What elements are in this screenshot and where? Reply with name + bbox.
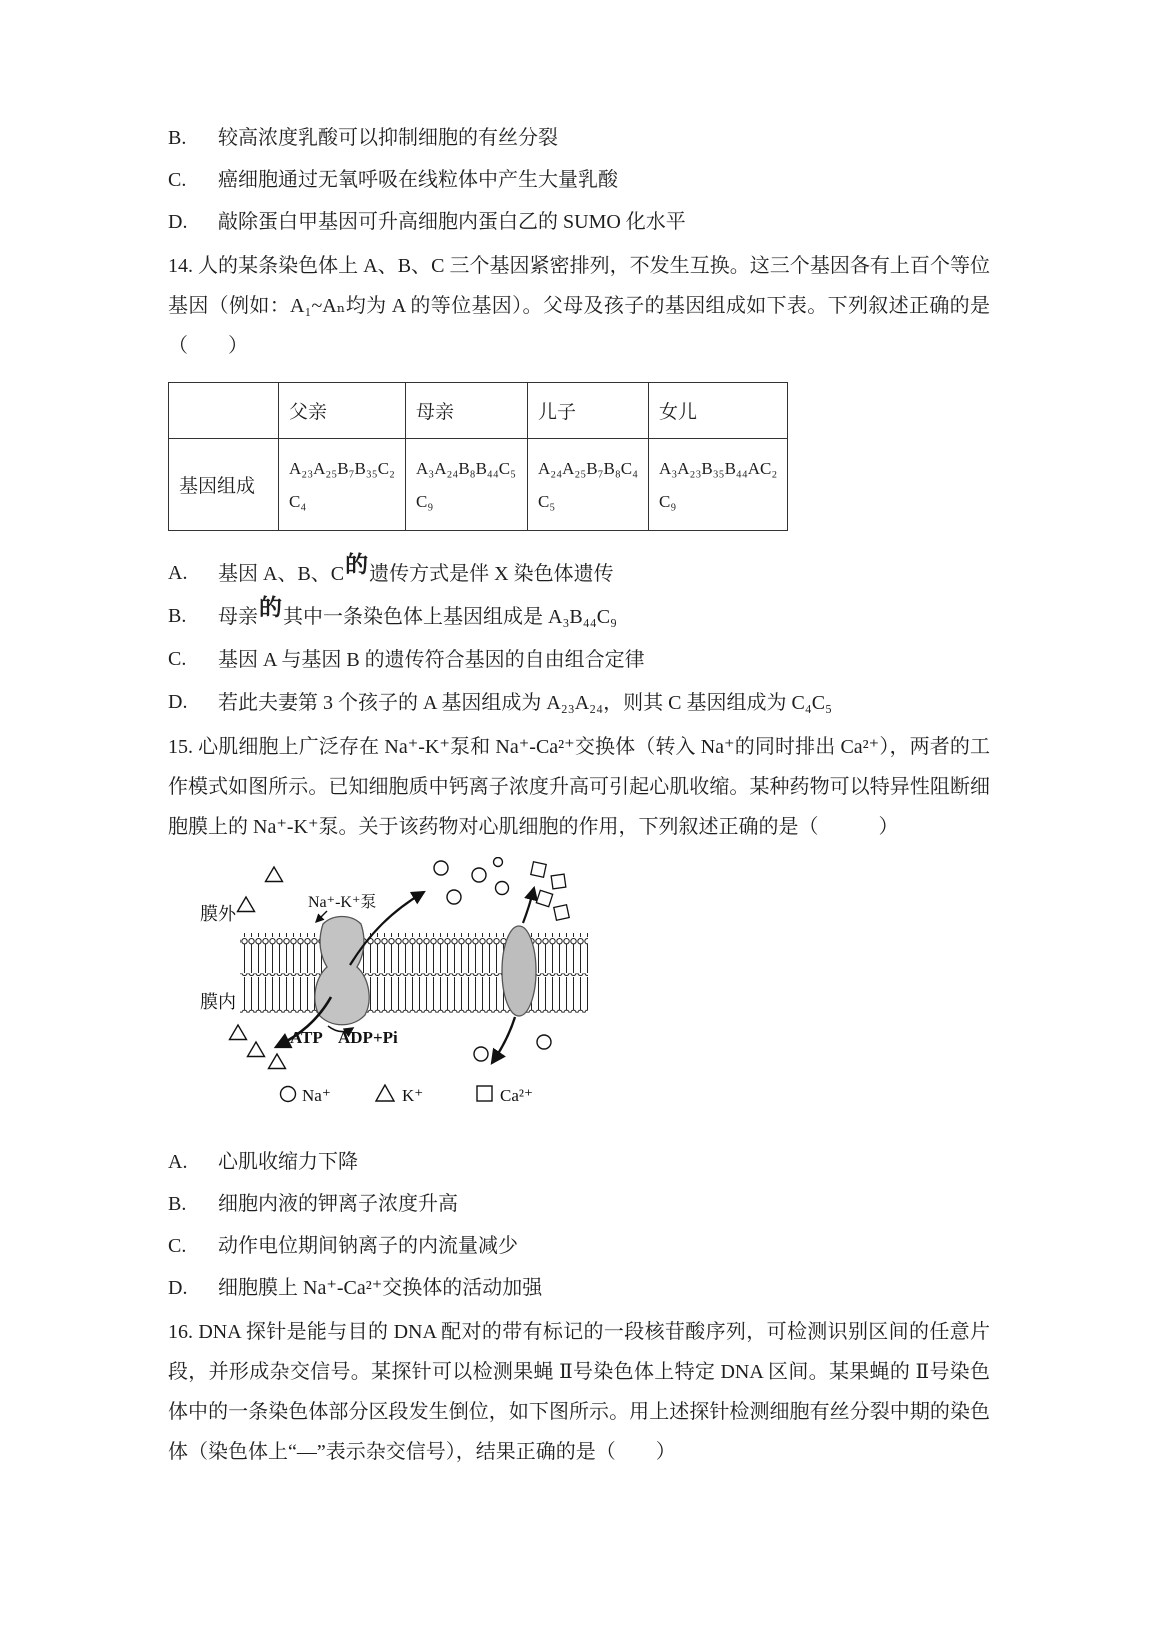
legend-potassium-label: K⁺ — [402, 1086, 424, 1105]
option-text: 基因 A、B、C的遗传方式是伴 X 染色体遗传 — [218, 552, 614, 585]
option-text: 敲除蛋白甲基因可升高细胞内蛋白乙的 SUMO 化水平 — [218, 211, 686, 233]
gene-line: A₂₄A₂₅B₇B₈C₄ — [537, 458, 639, 478]
adp-pi-label: ADP+Pi — [338, 1028, 398, 1047]
gene-table-header-father: 父亲 — [279, 383, 406, 439]
legend-calcium-label: Ca²⁺ — [500, 1086, 533, 1105]
gene-cell-daughter — [649, 439, 788, 531]
option-label: A. — [168, 1151, 188, 1173]
legend-sodium-label: Na⁺ — [302, 1086, 331, 1105]
gene-table-header-daughter: 女儿 — [649, 383, 788, 439]
emphasized-char: 的 — [345, 552, 369, 577]
option-text: 心肌收缩力下降 — [218, 1151, 358, 1173]
legend-triangle-icon — [376, 1085, 394, 1101]
legend-square-icon — [477, 1086, 492, 1101]
q14-option-a — [168, 553, 990, 594]
option-label: D. — [168, 211, 188, 233]
potassium-ions-outside — [238, 867, 283, 912]
q13-option-c — [168, 160, 990, 200]
gene-line: A₃A₂₃B₃₅B₄₄AC₂ — [659, 458, 778, 478]
gene-cell-mother — [405, 439, 527, 531]
q14-option-b — [168, 596, 990, 637]
option-text: 细胞内液的钾离子浓度升高 — [218, 1193, 458, 1215]
option-label: D. — [168, 691, 188, 713]
gene-line: A₃A₂₄B₈B₄₄C₅ — [415, 458, 517, 478]
option-text: 动作电位期间钠离子的内流量减少 — [218, 1235, 518, 1257]
option-label: D. — [168, 1277, 188, 1299]
gene-table-row-label: 基因组成 — [169, 439, 279, 531]
option-label: C. — [168, 1235, 187, 1257]
option-label: B. — [168, 605, 187, 627]
diagram-legend — [281, 1085, 533, 1105]
q16-stem: 16. DNA 探针是能与目的 DNA 配对的带有标记的一段核苷酸序列，可检测识别区间的任意片段，并形成杂交信号。某探针可以检测果蝇 Ⅱ号染色体上特定 DNA 区间。某果蝇的 Ⅱ号染色体中的一条染色体部分区段发生倒位，如下图所示。用上述探针检测细胞有丝分裂中期的染色体（染色体上“—”表示杂交信号），结果正确的是（ ） — [168, 1321, 990, 1463]
q13-option-d — [168, 202, 990, 242]
sodium-ions-outside — [434, 858, 509, 905]
gene-table-header-mother: 母亲 — [405, 383, 527, 439]
q15-option-d — [168, 1268, 990, 1308]
q13-option-b — [168, 118, 990, 158]
gene-line: C₉ — [659, 491, 677, 511]
q15-option-c — [168, 1226, 990, 1266]
emphasized-char: 的 — [259, 595, 282, 620]
gene-line: C₉ — [415, 491, 434, 511]
gene-line: C₅ — [537, 491, 556, 511]
q14-option-d — [168, 682, 990, 723]
q13-options — [168, 118, 990, 242]
membrane-diagram-svg — [192, 857, 612, 1125]
option-label: B. — [168, 1193, 187, 1215]
membrane-diagram — [192, 857, 990, 1130]
gene-table-header-son: 儿子 — [527, 383, 648, 439]
q15-option-b — [168, 1184, 990, 1224]
q15-options — [168, 1142, 990, 1308]
gene-cell-father — [279, 439, 406, 531]
atp-label: ATP — [290, 1028, 323, 1047]
q15-stem: 15. 心肌细胞上广泛存在 Na⁺-K⁺泵和 Na⁺-Ca²⁺交换体（转入 Na⁺的同时排出 Ca²⁺），两者的工作模式如图所示。已知细胞质中钙离子浓度升高可引起心肌收缩。某种药物可以特异性阻断细胞膜上的 Na⁺-K⁺泵。关于该药物对心肌细胞的作用，下列叙述正确的是（ ） — [168, 736, 990, 838]
sodium-ions-inside — [474, 1035, 551, 1061]
gene-line: C₄ — [289, 491, 307, 511]
option-label: B. — [168, 127, 187, 149]
gene-table-data-row — [169, 439, 788, 531]
sodium-calcium-exchanger — [502, 926, 536, 1016]
option-text: 基因 A 与基因 B 的遗传符合基因的自由组合定律 — [218, 649, 645, 671]
option-text: 癌细胞通过无氧呼吸在线粒体中产生大量乳酸 — [218, 169, 618, 191]
gene-table — [168, 382, 788, 531]
q15-option-a — [168, 1142, 990, 1182]
q14-stem: 14. 人的某条染色体上 A、B、C 三个基因紧密排列，不发生互换。这三个基因各有上百个等位基因（例如：A₁~Aₙ均为 A 的等位基因）。父母及孩子的基因组成如下表。下列叙述正确的是（ ） — [168, 255, 990, 357]
option-label: C. — [168, 648, 187, 670]
q14-option-c — [168, 639, 990, 680]
option-text: 若此夫妻第 3 个孩子的 A 基因组成为 A₂₃A₂₄，则其 C 基因组成为 C₄C₅ — [218, 692, 833, 714]
option-text: 较高浓度乳酸可以抑制细胞的有丝分裂 — [218, 127, 558, 149]
gene-cell-son — [527, 439, 648, 531]
q14-options — [168, 553, 990, 723]
calcium-ions-outside — [531, 862, 569, 920]
option-text: 母亲的其中一条染色体上基因组成是 A₃B₄₄C₉ — [218, 595, 618, 628]
option-text: 细胞膜上 Na⁺-Ca²⁺交换体的活动加强 — [218, 1277, 543, 1299]
gene-table-header-row — [169, 383, 788, 439]
pump-label: Na⁺-K⁺泵 — [308, 894, 377, 911]
option-label: A. — [168, 562, 188, 584]
membrane-inside-label: 膜内 — [200, 992, 236, 1012]
gene-line: A₂₃A₂₅B₇B₃₅C₂ — [289, 458, 395, 478]
gene-table-corner-cell — [169, 383, 279, 439]
legend-circle-icon — [281, 1087, 296, 1102]
membrane-outside-label: 膜外 — [200, 904, 236, 924]
option-label: C. — [168, 169, 187, 191]
